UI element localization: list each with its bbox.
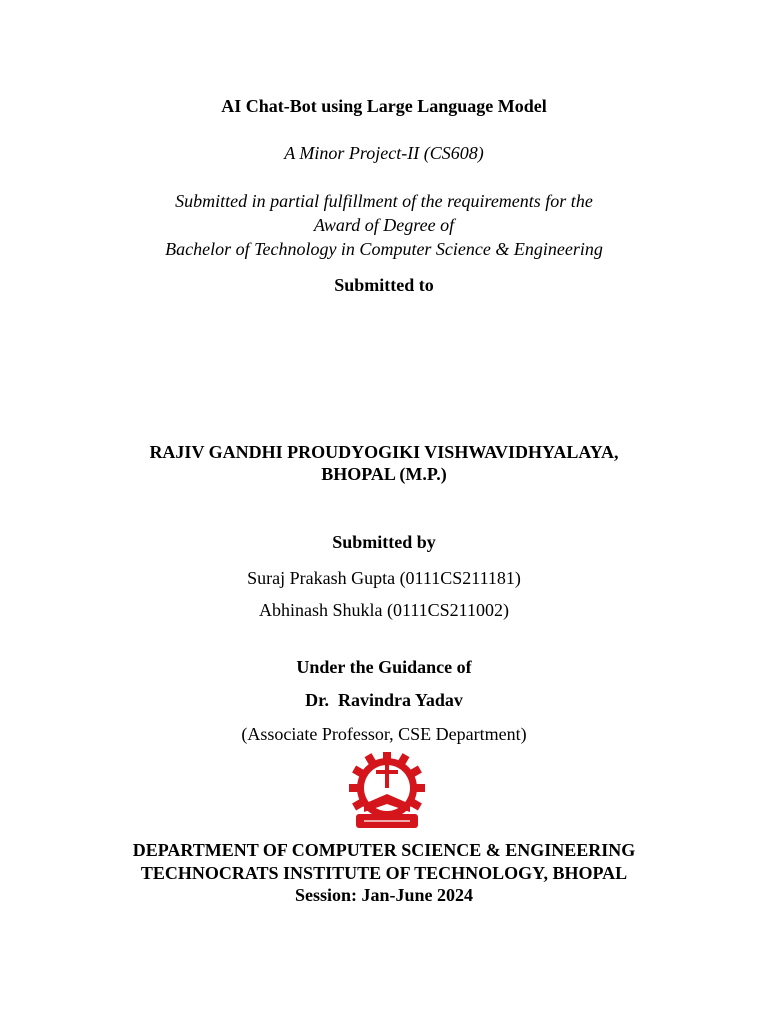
student-1: Suraj Prakash Gupta (0111CS211181) bbox=[247, 568, 521, 588]
submitted-by-label: Submitted by bbox=[332, 532, 436, 552]
guide-name: Dr. Ravindra Yadav bbox=[305, 690, 463, 710]
university-line-2: BHOPAL (M.P.) bbox=[321, 464, 447, 484]
submission-line-3: Bachelor of Technology in Computer Science & Engineering bbox=[165, 239, 603, 259]
submitted-to-label: Submitted to bbox=[334, 275, 434, 295]
guide-designation: (Associate Professor, CSE Department) bbox=[241, 724, 527, 744]
submission-line-1: Submitted in partial fulfillment of the requirements for the bbox=[175, 191, 593, 211]
session: Session: Jan-June 2024 bbox=[294, 885, 474, 905]
department-name: DEPARTMENT OF COMPUTER SCIENCE & ENGINEERING bbox=[132, 840, 636, 860]
institute-emblem-icon bbox=[342, 752, 432, 834]
guidance-label: Under the Guidance of bbox=[296, 657, 472, 677]
university-line-1: RAJIV GANDHI PROUDYOGIKI VISHWAVIDHYALAYA, bbox=[149, 442, 619, 462]
student-2: Abhinash Shukla (0111CS211002) bbox=[259, 600, 509, 620]
submission-line-2: Award of Degree of bbox=[313, 215, 455, 235]
institute-name: TECHNOCRATS INSTITUTE OF TECHNOLOGY, BHOPAL bbox=[140, 863, 628, 883]
project-subtitle: A Minor Project-II (CS608) bbox=[284, 143, 484, 163]
project-title: AI Chat-Bot using Large Language Model bbox=[221, 96, 547, 116]
